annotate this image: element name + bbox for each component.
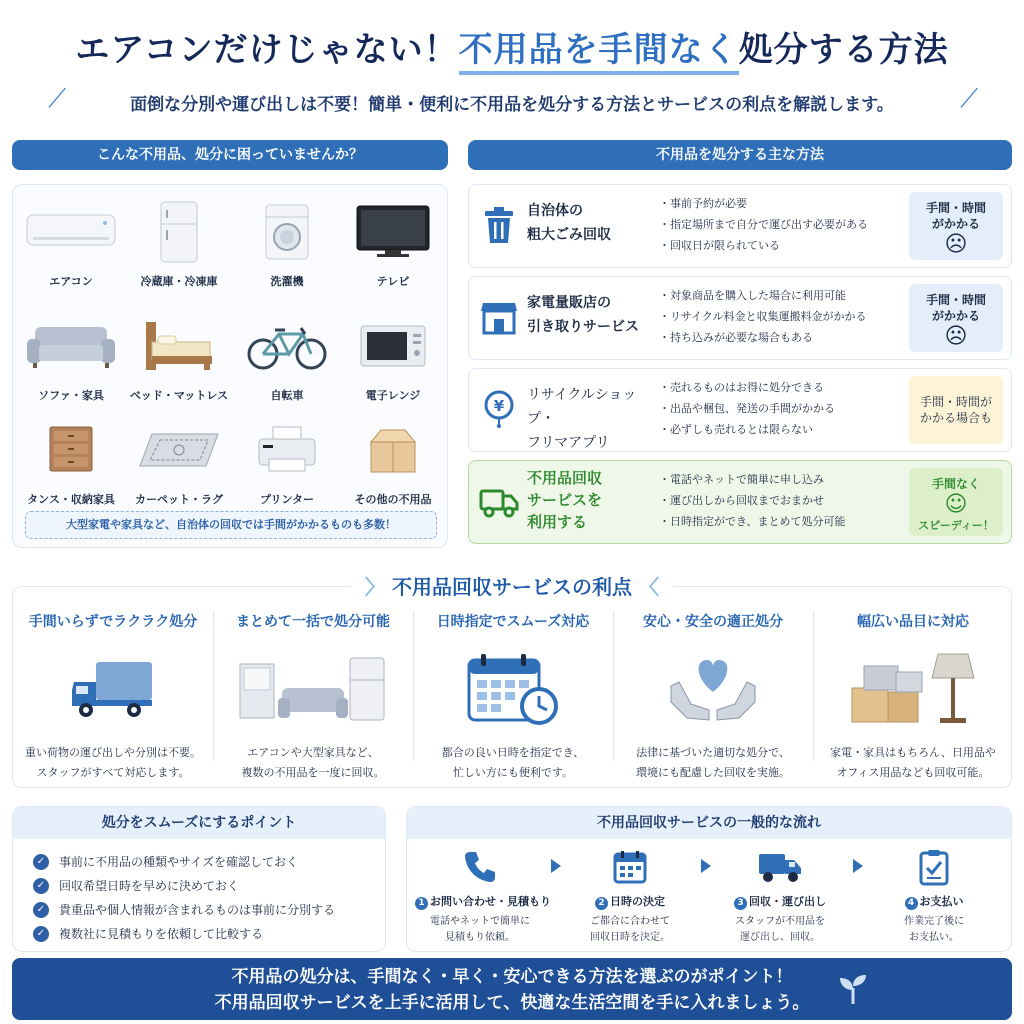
item-label: カーペット・ラグ — [135, 493, 223, 506]
item-label: ソファ・家具 — [38, 389, 104, 402]
page-title — [0, 22, 1024, 71]
air-conditioner-icon — [25, 211, 117, 253]
method-points: ・事前予約が必要 ・指定場所まで自分で運び出す必要がある ・回収日が限られている — [659, 197, 868, 252]
benefit-desc: 重い荷物の運び出しや分別は不要。 スタッフがすべて対応します。 — [25, 746, 201, 779]
method-points: ・電話やネットで簡単に申し込み ・運び出しから回収までおまかせ ・日時指定ができ、まとめて処分可能 — [659, 473, 846, 528]
chevron-right-icon: 〉 — [365, 575, 392, 599]
tip-item: ✓ 事前に不用品の種類やサイズを確認しておく — [33, 853, 298, 870]
tip-item: ✓ 複数社に見積もりを依頼して比較する — [33, 925, 263, 942]
washing-machine-icon — [263, 203, 311, 261]
television-icon — [355, 204, 431, 260]
benefits-heading-wrap — [0, 571, 1024, 600]
benefit-title: 日時指定でスムーズ対応 — [436, 614, 590, 630]
step-number: 4 — [905, 897, 918, 910]
bed-icon — [144, 318, 214, 374]
footer-line-2: 不用品回収サービスを上手に活用して、快適な生活空間を手に入れましょう。 — [214, 993, 810, 1013]
method-evaluation: 手間・時間 がかかる ☹ — [909, 284, 1003, 352]
item-bicycle — [237, 313, 337, 403]
benefit-title: 手間いらずでラクラク処分 — [28, 614, 198, 630]
flow-step-payment: 4 お支払い 作業完了後に お支払い。 — [869, 845, 999, 946]
item-refrigerator — [129, 199, 229, 289]
item-label: タンス・収納家具 — [27, 493, 115, 506]
yen-tag-icon — [479, 389, 519, 429]
footer-line-1: 不用品の処分は、手間なく・早く・安心できる方法を選ぶのがポイント！ — [231, 967, 793, 987]
decor-slash-right-icon: ⟋ — [960, 84, 979, 114]
item-label: エアコン — [49, 275, 93, 288]
flow-panel — [406, 806, 1012, 952]
flow-step-collection: 3 回収・運び出し スタッフが不用品を 運び出し、回収。 — [715, 845, 845, 946]
item-printer — [237, 417, 337, 507]
method-row-recycle-shop — [468, 368, 1012, 452]
box-icon — [365, 426, 421, 474]
svg-text:¥: ¥ — [493, 397, 505, 415]
method-name: リサイクルショップ・ フリマアプリ — [527, 387, 637, 451]
printer-icon — [255, 425, 319, 475]
benefit-desc: 法律に基づいた適切な処分で、 環境にも配慮した回収を実施。 — [636, 746, 790, 779]
boxes-lamp-icon — [848, 652, 978, 726]
step-number: 1 — [415, 897, 428, 910]
benefit-wide-range — [813, 611, 1013, 783]
heart-hands-icon — [665, 652, 761, 726]
item-bed — [129, 313, 229, 403]
flow-step-inquiry: 1 お問い合わせ・見積もり 電話やネットで簡単に 見積もり依頼。 — [415, 845, 545, 946]
benefit-desc: エアコンや大型家具など、 複数の不用品を一度に回収。 — [241, 746, 385, 779]
item-other — [343, 417, 443, 507]
method-name: 不用品回収 サービスを 利用する — [527, 469, 603, 531]
method-evaluation: 手間・時間 がかかる ☹ — [909, 192, 1003, 260]
step-number: 2 — [595, 897, 608, 910]
flow-step-schedule: 2 日時の決定 ご都合に合わせて 回収日時を決定。 — [565, 845, 695, 946]
decor-slash-left-icon: ⟋ — [48, 84, 67, 114]
item-sofa — [21, 313, 121, 403]
method-points: ・売れるものはお得に処分できる ・出品や梱包、発送の手間がかかる ・必ずしも売れるとは限らない — [659, 381, 835, 436]
benefit-safe — [613, 611, 813, 783]
benefit-title: まとめて一括で処分可能 — [236, 614, 390, 630]
truck-icon — [479, 481, 519, 521]
item-label: その他の不用品 — [354, 493, 432, 506]
arrow-right-icon — [701, 859, 711, 873]
calendar-icon — [612, 849, 648, 885]
clipboard-check-icon — [918, 848, 950, 886]
furniture-group-icon — [238, 654, 388, 724]
benefit-title: 安心・安全の適正処分 — [643, 614, 783, 630]
check-icon: ✓ — [33, 902, 49, 918]
smile-face-icon: ☺ — [944, 492, 968, 517]
item-label: プリンター — [259, 493, 315, 506]
method-row-collection-service — [468, 460, 1012, 544]
method-row-retailer — [468, 276, 1012, 360]
tip-item: ✓ 回収希望日時を早めに決めておく — [33, 877, 239, 894]
method-evaluation: 手間・時間が かかる場合も — [909, 376, 1003, 444]
sofa-icon — [25, 323, 117, 369]
items-panel — [12, 184, 448, 548]
flow-heading: 不用品回収サービスの一般的な流れ — [407, 807, 1011, 839]
check-icon: ✓ — [33, 878, 49, 894]
benefit-scheduling — [413, 611, 613, 783]
title-highlight: 不用品を手間なく — [459, 30, 739, 75]
sad-face-icon: ☹ — [944, 232, 968, 257]
methods-heading: 不用品を処分する主な方法 — [468, 140, 1012, 170]
store-icon — [479, 297, 519, 337]
chevron-left-icon: 〈 — [632, 575, 659, 599]
trash-can-icon — [479, 205, 519, 245]
check-icon: ✓ — [33, 926, 49, 942]
refrigerator-icon — [158, 200, 200, 264]
item-label: テレビ — [376, 275, 410, 288]
tips-heading: 処分をスムーズにするポイント — [13, 807, 385, 839]
items-heading: こんな不用品、処分に困っていませんか？ — [12, 140, 448, 170]
item-label: 自転車 — [270, 389, 304, 402]
items-note: 大型家電や家具など、自治体の回収では手間がかかるものも多数！ — [25, 511, 437, 539]
calendar-clock-icon — [465, 652, 561, 726]
method-row-municipal — [468, 184, 1012, 268]
method-points: ・対象商品を購入した場合に利用可能 ・リサイクル料金と収集運搬料金がかかる ・持ち込みが必要な場合もある — [659, 289, 867, 344]
benefit-easy — [13, 611, 213, 783]
item-air-conditioner — [21, 199, 121, 289]
phone-icon — [462, 849, 498, 885]
step-number: 3 — [734, 897, 747, 910]
method-name: 家電量販店の 引き取りサービス — [527, 295, 639, 335]
title-post: 処分する方法 — [738, 30, 949, 70]
item-washing-machine — [237, 199, 337, 289]
page-subtitle: 面倒な分別や運び出しは不要！簡単・便利に不用品を処分する方法とサービスの利点を解説します。 — [130, 95, 894, 115]
item-label: 洗濯機 — [270, 275, 304, 288]
sad-face-icon: ☹ — [944, 324, 968, 349]
method-evaluation: 手間なく ☺ スピーディー！ — [909, 468, 1003, 536]
dresser-icon — [48, 425, 94, 475]
arrow-right-icon — [551, 859, 561, 873]
method-name: 自治体の 粗大ごみ回収 — [527, 203, 611, 243]
benefit-title: 幅広い品目に対応 — [857, 614, 969, 630]
benefit-desc: 家電・家具はもちろん、日用品や オフィス用品なども回収可能。 — [830, 746, 996, 779]
item-microwave — [343, 313, 443, 403]
delivery-truck-icon — [70, 656, 156, 722]
item-carpet — [129, 417, 229, 507]
benefits-panel — [12, 586, 1012, 788]
item-label: 冷蔵庫・冷凍庫 — [140, 275, 218, 288]
benefit-bulk — [213, 611, 413, 783]
item-television — [343, 199, 443, 289]
carpet-icon — [138, 430, 220, 470]
arrow-right-icon — [853, 859, 863, 873]
check-icon: ✓ — [33, 854, 49, 870]
benefit-desc: 都合の良い日時を指定でき、 忙しい方にも便利です。 — [441, 746, 585, 779]
microwave-icon — [359, 324, 427, 368]
truck-icon — [757, 850, 803, 884]
bicycle-icon — [245, 320, 329, 372]
item-dresser — [21, 417, 121, 507]
title-pre: エアコンだけじゃない！ — [75, 30, 459, 70]
tips-panel — [12, 806, 386, 952]
tip-item: ✓ 貴重品や個人情報が含まれるものは事前に分別する — [33, 901, 335, 918]
benefits-heading: 不用品回収サービスの利点 — [392, 575, 632, 599]
item-label: ベッド・マットレス — [129, 389, 229, 402]
sprout-icon — [836, 972, 870, 1010]
item-label: 電子レンジ — [365, 389, 421, 402]
